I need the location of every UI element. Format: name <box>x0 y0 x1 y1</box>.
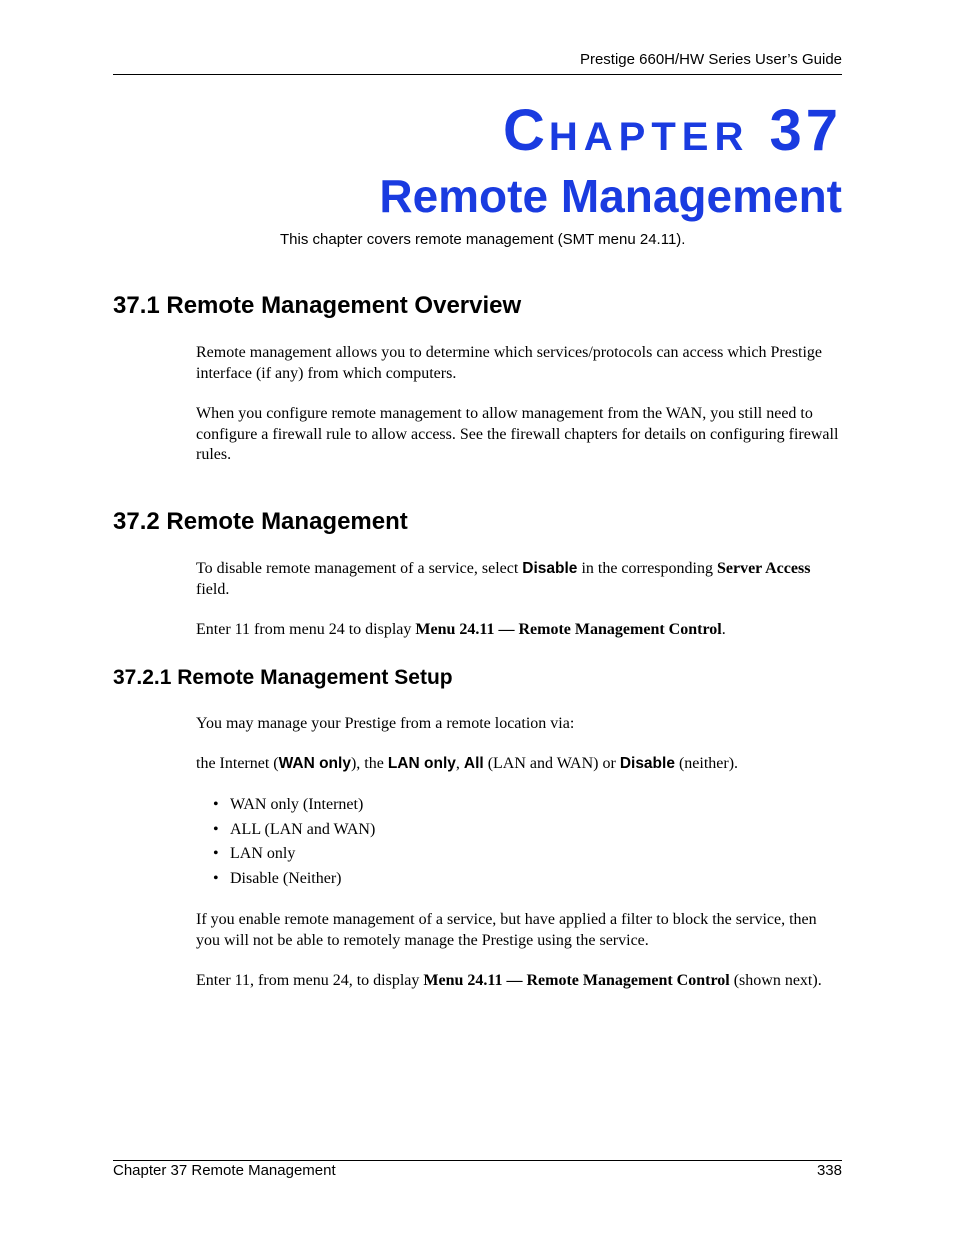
list-item-text: Disable (Neither) <box>230 870 342 888</box>
subsection-heading-setup: 37.2.1 Remote Management Setup <box>113 666 453 689</box>
text-run: . <box>721 621 726 638</box>
page-number: 338 <box>816 1162 842 1179</box>
bullet-icon: • <box>213 820 219 838</box>
list-item <box>213 795 375 820</box>
text-run: Enter 11 from menu 24 to display <box>196 621 416 638</box>
bold-term: WAN only <box>278 755 351 772</box>
text-run: (LAN and WAN) or <box>483 755 620 772</box>
bullet-icon: • <box>213 870 219 888</box>
text-run: field. <box>196 580 230 598</box>
text-run: the Internet ( <box>196 755 279 772</box>
text-run: ), the <box>350 755 388 772</box>
text-run: (shown next). <box>729 972 822 989</box>
disable-paragraph <box>196 559 842 600</box>
text-run: To disable remote management of a service, select <box>196 560 523 577</box>
list-item-text: ALL (LAN and WAN) <box>230 820 376 838</box>
setup-paragraph-3: If you enable remote management of a service, but have applied a filter to block the service, then you will not be able to remotely manage the Prestige using the service. <box>196 911 817 949</box>
footer-divider <box>113 1160 842 1161</box>
overview-paragraph-1: Remote management allows you to determine which services/protocols can access which Prestige interface (if any) from which computers. <box>196 344 823 382</box>
bold-term: Menu 24.11 — Remote Management Control <box>415 621 722 638</box>
text-run: Enter 11, from menu 24, to display <box>196 972 424 989</box>
chapter-label <box>503 98 842 170</box>
chapter-title: Remote Management <box>379 170 842 222</box>
setup-paragraph-2 <box>196 754 842 775</box>
chapter-label-rest: HAPTER <box>548 115 750 159</box>
bullet-icon: • <box>213 845 219 863</box>
menu-paragraph <box>196 620 842 641</box>
text-run: in the corresponding <box>577 560 717 577</box>
chapter-number: 37 <box>769 98 842 163</box>
overview-paragraph-2: When you configure remote management to allow management from the WAN, you still need to configure a firewall rule to allow access. See the firewall chapters for details on configuring firewall rules. <box>196 405 839 463</box>
setup-paragraph-1: You may manage your Prestige from a remote location via: <box>196 715 575 732</box>
text-run: , <box>455 755 464 772</box>
bold-term: Menu 24.11 — Remote Management Control <box>423 972 730 989</box>
chapter-label-initial: C <box>503 98 549 163</box>
bold-term: Server Access <box>716 560 811 577</box>
bold-term: All <box>463 755 484 772</box>
setup-paragraph-4 <box>196 971 842 992</box>
list-item <box>213 820 375 845</box>
list-item-text: WAN only (Internet) <box>230 796 364 813</box>
section-heading-remote-management: 37.2 Remote Management <box>113 508 408 535</box>
list-item-text: LAN only <box>230 845 296 863</box>
running-header: Prestige 660H/HW Series User’s Guide <box>579 51 842 68</box>
bold-term: Disable <box>619 755 675 772</box>
list-item <box>213 844 375 869</box>
footer-chapter-title: Chapter 37 Remote Management <box>113 1162 336 1179</box>
chapter-intro: This chapter covers remote management (SMT menu 24.11). <box>280 231 686 248</box>
section-heading-overview: 37.1 Remote Management Overview <box>113 292 522 319</box>
list-item <box>213 869 375 894</box>
text-run: (neither). <box>674 755 739 772</box>
bold-term: Disable <box>522 560 578 577</box>
header-divider <box>113 74 842 75</box>
access-options-list <box>213 795 375 894</box>
bullet-icon: • <box>213 796 219 813</box>
bold-term: LAN only <box>387 755 456 772</box>
